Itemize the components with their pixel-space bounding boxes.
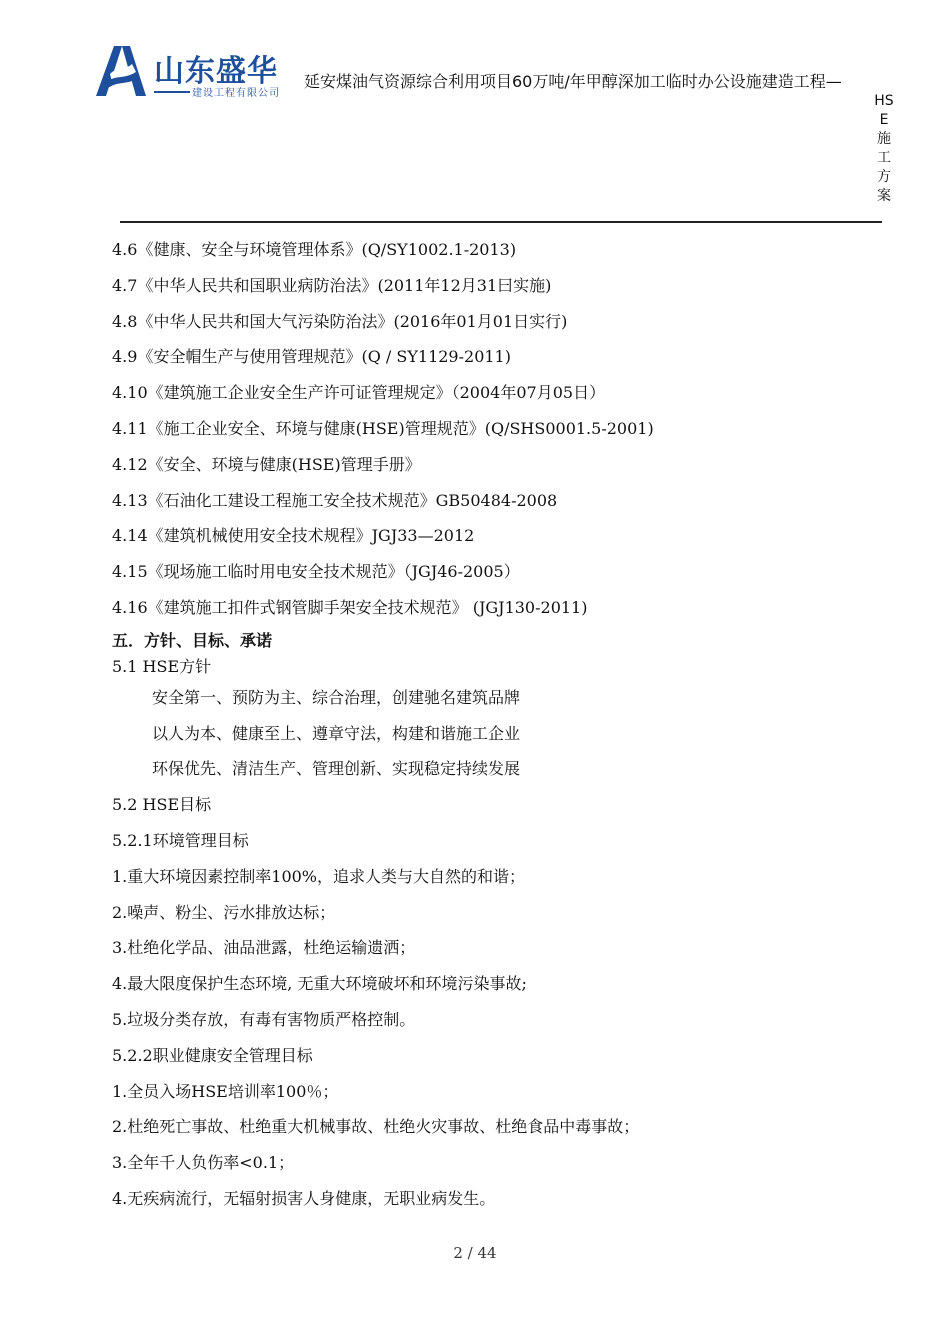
ohs-goal-item: 2.杜绝死亡事故、杜绝重大机械事故、杜绝火灾事故、杜绝食品中毒事故；: [112, 1117, 640, 1137]
ohs-goals-title: 5.2.2职业健康安全管理目标: [112, 1045, 313, 1065]
standard-item: 4.12《安全、环境与健康(HSE)管理手册》: [112, 454, 421, 474]
standard-item: 4.10《建筑施工企业安全生产许可证管理规定》（2004年07月05日）: [112, 383, 606, 403]
standard-item: 4.11《施工企业安全、环境与健康(HSE)管理规范》(Q/SHS0001.5-2001): [112, 418, 654, 438]
ohs-goal-item: 3.全年千人负伤率<0.1；: [112, 1153, 295, 1173]
header-divider: [120, 221, 882, 223]
logo-divider: [154, 91, 190, 93]
company-subtitle: 建设工程有限公司: [192, 88, 280, 99]
policy-line: 环保优先、清洁生产、管理创新、实现稳定持续发展: [152, 759, 521, 779]
standards-list: [112, 232, 882, 626]
standard-item: 4.7《中华人民共和国职业病防治法》(2011年12月31曰实施): [112, 275, 552, 295]
ohs-goal-item: 1.全员入场HSE培训率100％；: [112, 1081, 339, 1101]
standard-item: 4.8《中华人民共和国大气污染防治法》(2016年01月01日实行): [112, 311, 568, 331]
env-goal-item: 1.重大环境因素控制率100%，追求人类与大自然的和谐；: [112, 866, 526, 886]
env-goals-title: 5.2.1环境管理目标: [112, 830, 249, 850]
company-logo-icon: [92, 44, 148, 98]
standard-item: 4.6《健康、安全与环境管理体系》(Q/SY1002.1-2013): [112, 240, 517, 259]
document-body: [112, 232, 882, 1217]
company-name: 山东盛华: [154, 54, 278, 89]
policy-line: 安全第一、预防为主、综合治理，创建驰名建筑品牌: [152, 687, 521, 707]
standard-item: 4.9《安全帽生产与使用管理规范》(Q / SY1129-2011): [112, 347, 511, 367]
goals-title: 5.2 HSE目标: [112, 795, 212, 815]
ohs-goal-item: 4.无疾病流行，无辐射损害人身健康，无职业病发生。: [112, 1188, 496, 1208]
env-goal-item: 5.垃圾分类存放，有毒有害物质严格控制。: [112, 1009, 416, 1029]
standard-item: 4.16《建筑施工扣件式钢管脚手架安全技术规范》 (JGJ130-2011): [112, 597, 588, 617]
env-goal-item: 2.噪声、粉尘、污水排放达标；: [112, 902, 336, 922]
company-logo: [92, 44, 292, 100]
section-heading: 五．方针、目标、承诺: [112, 630, 273, 650]
standard-item: 4.13《石油化工建设工程施工安全技术规范》GB50484-2008: [112, 490, 558, 510]
env-goal-item: 4.最大限度保护生态环境, 无重大环境破坏和环境污染事故;: [112, 974, 527, 994]
page-number: 2 / 44: [453, 1244, 497, 1262]
document-header-vertical-label: HSE施工方案: [874, 93, 894, 204]
policy-title: 5.1 HSE方针: [112, 656, 212, 676]
document-header-title: 延安煤油气资源综合利用项目60万吨/年甲醇深加工临时办公设施建造工程—: [304, 72, 842, 91]
env-goal-item: 3.杜绝化学品、油品泄露，杜绝运输遗洒；: [112, 938, 416, 958]
standard-item: 4.14《建筑机械使用安全技术规程》JGJ33—2012: [112, 526, 475, 546]
standard-item: 4.15《现场施工临时用电安全技术规范》（JGJ46-2005）: [112, 562, 520, 582]
policy-line: 以人为本、健康至上、遵章守法，构建和谐施工企业: [152, 723, 521, 743]
